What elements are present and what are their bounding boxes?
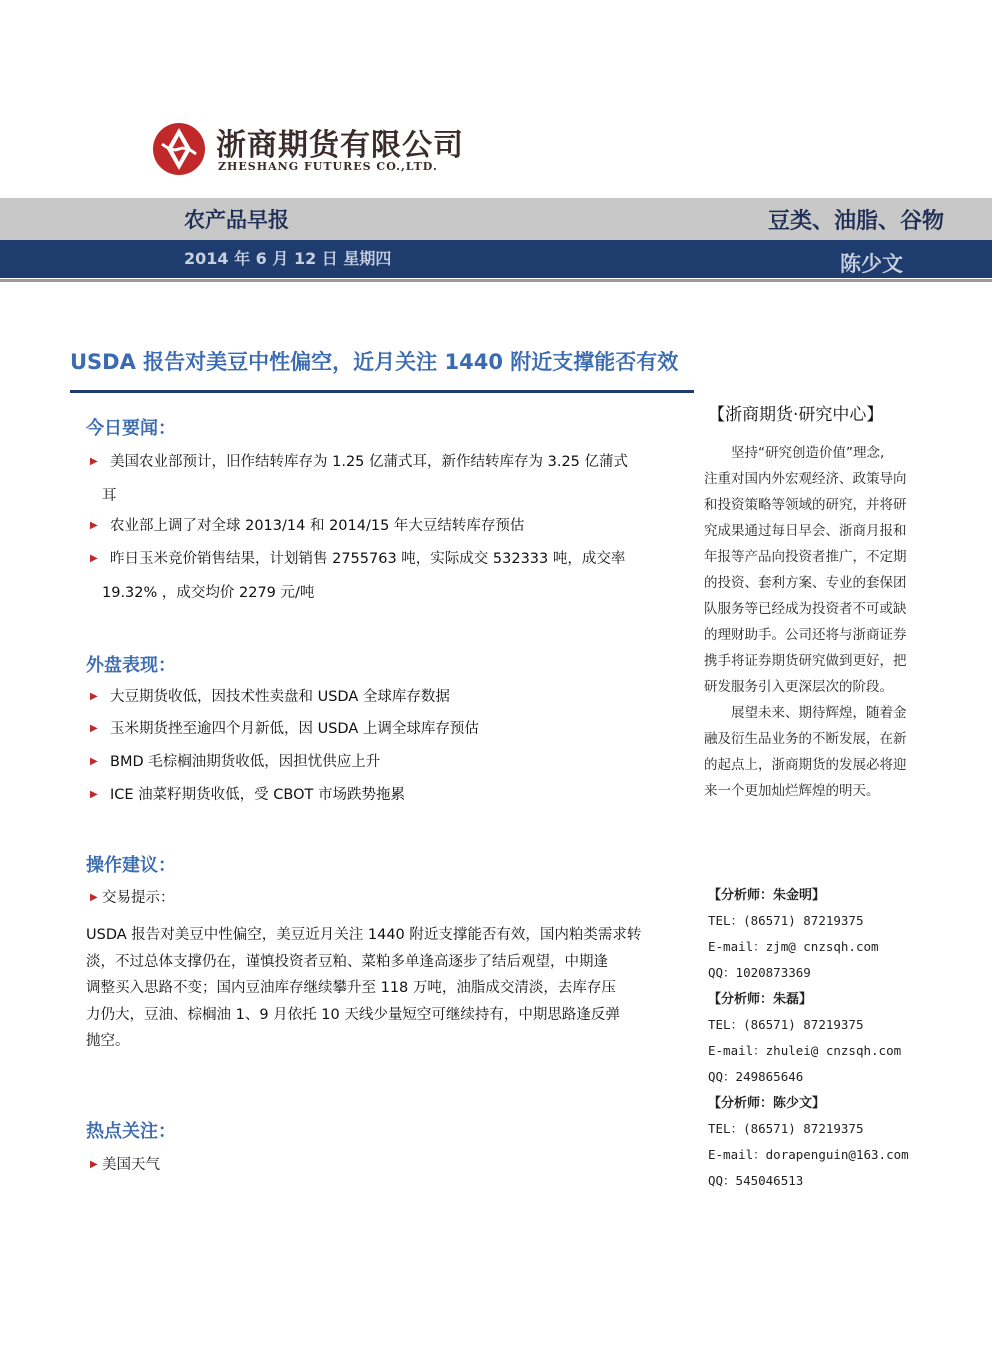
news-item: ▶ 农业部上调了对全球 2013/14 和 2014/15 年大豆结转库存预估 xyxy=(90,515,524,537)
bullet-arrow-icon: ▶ xyxy=(90,553,98,564)
external-item: ▶ 玉米期货挫至逾四个月新低，因 USDA 上调全球库存预估 xyxy=(90,718,479,740)
analyst-qq: QQ：545046513 xyxy=(708,1173,804,1188)
analyst-tel: TEL：(86571) 87219375 xyxy=(708,1121,864,1136)
analyst-qq: QQ：249865646 xyxy=(708,1069,804,1084)
analyst-qq: QQ：1020873369 xyxy=(708,965,811,980)
header-divider xyxy=(0,279,992,282)
company-name-cn: 浙商期货有限公司 xyxy=(216,128,464,163)
analyst-name: 【分析师：朱金明】 xyxy=(708,888,826,903)
analyst-tel: TEL：(86571) 87219375 xyxy=(708,1017,864,1032)
analyst-email[interactable]: E-mail：dorapenguin@163.com xyxy=(708,1147,909,1162)
company-logo-icon xyxy=(152,122,206,176)
analyst-name: 【分析师：朱磊】 xyxy=(708,992,813,1007)
report-author: 陈少文 xyxy=(840,252,903,276)
bullet-arrow-icon: ▶ xyxy=(90,723,98,734)
analyst-email[interactable]: E-mail：zjm@ cnzsqh.com xyxy=(708,939,879,954)
section-title-hot: 热点关注： xyxy=(86,1121,176,1142)
external-item: ▶ 大豆期货收低，因技术性卖盘和 USDA 全球库存数据 xyxy=(90,686,450,708)
research-center-intro: 坚持“研究创造价值”理念, 注重对国内外宏观经济、政策导向 和投资策略等领域的研究，并将研 究成果通过每日早会、浙商月报和 年报等产品向投资者推广，不定期 的投资、套利方案、专业的套保团 队服务等已经成为投资者不可或缺 的理财助手。公司还将与浙商证券 携手将证券期货研究做到更好，把 研发服务引入更深层次的阶段。 展望未来、期待辉煌，随着金 融及衍生品业务的不断发展，在新 的起点上，浙商期货的发展必将迎 来一个更加灿烂辉煌的明天。 xyxy=(704,445,907,799)
analyst-email[interactable]: E-mail：zhulei@ cnzsqh.com xyxy=(708,1043,902,1058)
news-item: ▶ 美国农业部预计，旧作结转库存为 1.25 亿蒲式耳，新作结转库存为 3.25 亿蒲式 xyxy=(90,451,628,473)
analyst-name: 【分析师：陈少文】 xyxy=(708,1096,826,1111)
news-item-continued: 耳 xyxy=(102,488,117,504)
bullet-arrow-icon: ▶ xyxy=(90,756,98,767)
page-title: USDA 报告对美豆中性偏空，近月关注 1440 附近支撑能否有效 xyxy=(70,350,679,374)
hot-item: ▶ 美国天气 xyxy=(90,1154,160,1176)
external-item: ▶ ICE 油菜籽期货收低，受 CBOT 市场跌势拖累 xyxy=(90,784,405,806)
section-title-advice: 操作建议： xyxy=(86,855,176,876)
report-date: 2014 年 6 月 12 日 星期四 xyxy=(184,249,392,268)
news-item: ▶ 昨日玉米竞价销售结果，计划销售 2755763 吨，实际成交 532333 吨，成交率 xyxy=(90,548,625,570)
headline-divider xyxy=(70,390,694,393)
report-category: 豆类、油脂、谷物 xyxy=(767,209,944,234)
company-name-en: ZHESHANG FUTURES CO.,LTD. xyxy=(218,160,438,173)
research-center-title: 【浙商期货·研究中心】 xyxy=(708,405,884,425)
advice-paragraph: USDA 报告对美豆中性偏空，美豆近月关注 1440 附近支撑能否有效，国内粕类需求转 淡，不过总体支撑仍在，谨慎投资者豆粕、菜粕多单逢高逐步了结后观望，中期逢 调整买入思路不变；国内豆油库存继续攀升至 118 万吨，油脂成交清淡，去库存压 力仍大，豆油、棕榈油 1、9 月依托 10 天线少量短空可继续持有，中期思路逢反弹 抛空。 xyxy=(86,927,642,1049)
bullet-arrow-icon: ▶ xyxy=(90,892,98,903)
bullet-arrow-icon: ▶ xyxy=(90,691,98,702)
news-item-continued: 19.32% ，成交均价 2279 元/吨 xyxy=(102,585,315,601)
analyst-tel: TEL：(86571) 87219375 xyxy=(708,913,864,928)
section-title-external: 外盘表现： xyxy=(86,655,176,676)
bullet-arrow-icon: ▶ xyxy=(90,520,98,531)
bullet-arrow-icon: ▶ xyxy=(90,789,98,800)
bullet-arrow-icon: ▶ xyxy=(90,1159,98,1170)
section-title-news: 今日要闻： xyxy=(86,418,176,439)
bullet-arrow-icon: ▶ xyxy=(90,456,98,467)
report-type: 农产品早报 xyxy=(184,208,289,232)
trade-tip: ▶ 交易提示： xyxy=(90,887,175,909)
external-item: ▶ BMD 毛棕榈油期货收低，因担忧供应上升 xyxy=(90,751,380,773)
